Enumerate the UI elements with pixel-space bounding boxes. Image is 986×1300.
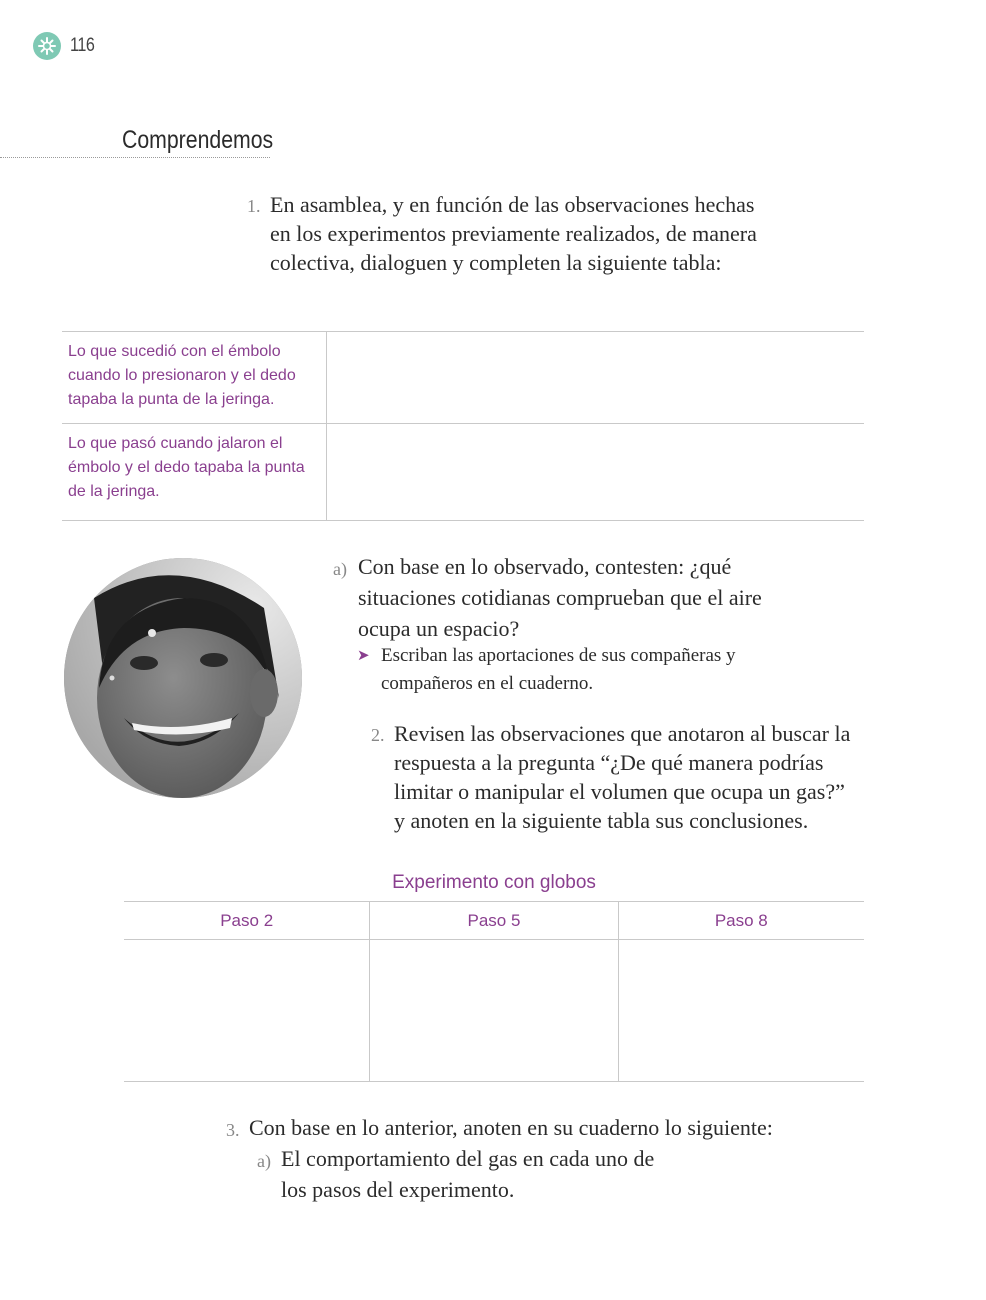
bullet-text: Escriban las aportaciones de sus compañeras y compañeros en el cuaderno. [381,645,736,694]
column-header-step-2: Paso 2 [124,902,370,940]
answer-cell-pull[interactable] [327,424,865,521]
question-3-a-text: El comportamiento del gas en cada uno de los pasos del experimento. [281,1146,655,1202]
question-1-number: 1. [247,196,261,216]
question-3-a [257,1143,677,1205]
section-title: Comprendemos [122,126,274,154]
table-caption: Experimento con globos [392,872,596,893]
column-header-step-8: Paso 8 [618,902,864,940]
question-2-number: 2. [371,725,385,745]
section-divider [0,157,270,158]
page-number: 116 [70,35,95,56]
question-3 [226,1112,826,1143]
question-a-bullet [357,642,777,698]
question-1 [247,190,767,277]
answer-cell-press[interactable] [327,332,865,424]
answer-cell-step-2[interactable] [124,940,370,1082]
answer-cell-step-8[interactable] [618,940,864,1082]
question-1-text: En asamblea, y en función de las observaciones hechas en los experimentos previamente realizados, de manera colectiva, dialoguen y completen la siguiente tabla: [270,192,757,275]
balloon-experiment-table [124,901,864,1082]
table-header-row [124,902,864,940]
answer-cell-step-5[interactable] [370,940,618,1082]
observations-table [62,331,864,521]
arrow-bullet-icon: ➤ [357,648,370,664]
table-row [62,332,864,424]
smiling-girl-photo [64,558,302,798]
column-header-step-5: Paso 5 [370,902,618,940]
question-a-letter: a) [333,559,347,579]
question-3-a-letter: a) [257,1151,271,1171]
question-a [333,551,763,644]
question-3-text: Con base en lo anterior, anoten en su cuaderno lo siguiente: [249,1115,773,1140]
question-2-text: Revisen las observaciones que anotaron al buscar la respuesta a la pregunta “¿De qué manera podrías limitar o manipular el volumen que ocupa un gas?” y anoten en la siguiente tabla sus conclusiones. [394,721,851,833]
gear-star-icon [33,32,61,60]
question-3-number: 3. [226,1120,240,1140]
row-label-press: Lo que sucedió con el émbolo cuando lo presionaron y el dedo tapaba la punta de la jeringa. [62,332,327,424]
table-row [62,424,864,521]
question-a-text: Con base en lo observado, contesten: ¿qué situaciones cotidianas comprueban que el aire ocupa un espacio? [358,554,762,641]
question-2 [371,719,851,835]
table-row [124,940,864,1082]
row-label-pull: Lo que pasó cuando jalaron el émbolo y el dedo tapaba la punta de la jeringa. [62,424,327,521]
